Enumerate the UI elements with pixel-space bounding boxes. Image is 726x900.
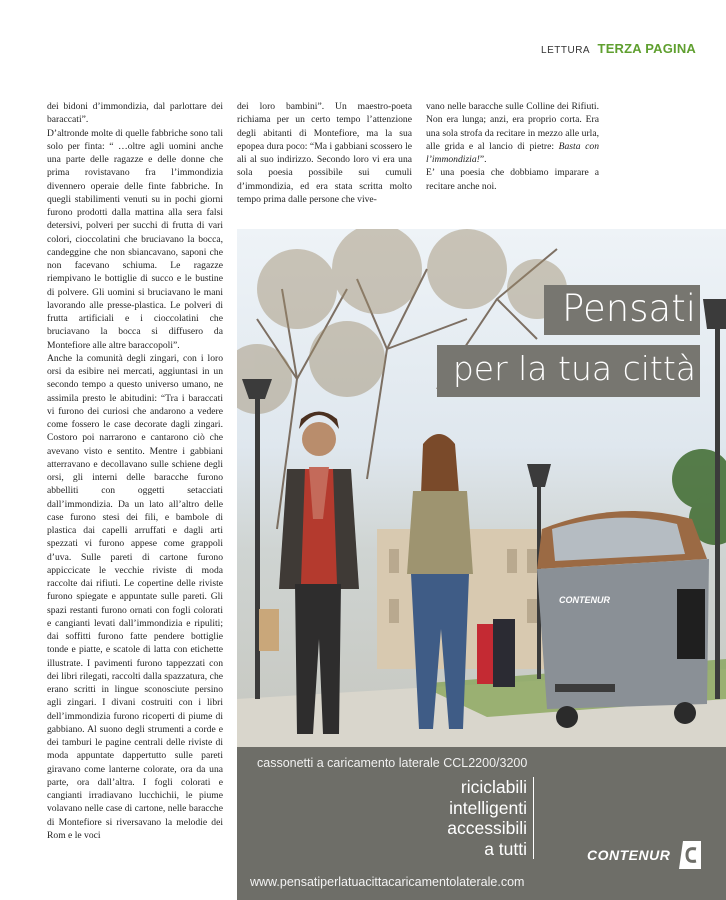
brand-logo-icon — [679, 841, 701, 869]
paragraph: E’ una poesia che dobbiamo imparare a recitare anche noi. — [426, 167, 599, 192]
bin-label: CONTENUR — [559, 595, 610, 605]
ad-product-line: cassonetti a caricamento laterale CCL2200/3200 — [257, 756, 528, 770]
article-column-1 — [47, 100, 223, 842]
paragraph: D’altronde molte di quelle fabbriche sono tali solo per finta: “ …oltre agli uomini anche una parte delle ragazze e delle donne che prima rovistavano fra l’immondizia divennero operaie delle finte fabbriche. In quegli stabilimenti venuti su in pochi giorni furono prodotti dalla mattina alla sera falsi detersivi, polveri per succhi di frutta di vari colori, cioccolatini che bruciavano la bocca, candeggine che non sbiancavano, saponi che non facevano schiuma. Le ragazze riempivano le bottiglie di succo e le bustine di polvere. Gli uomini si bruciavano le mani lavorando alle presse-plastica. Le polveri di frutta artificiali e i cioccolatini che bruciavano la bocca si diffusero da Montefiore alle altre baraccopoli”. — [47, 127, 223, 351]
paragraph: dei loro bambini”. Un maestro-poeta richiama per un certo tempo l’attenzione degli abitanti di Montefiore, ma la sua epopea dura poco: “Ma i gabbiani scossero le ali al suo indirizzo. Secondo loro vi era una sola poesia possibile sui cumuli d’immondizia, ed era stata scritta molto tempo prima dalle persone che vive- — [237, 101, 412, 205]
article-column-3 — [426, 100, 599, 193]
poem-quote: Basta con l’immondizia! — [426, 140, 599, 165]
benefit-item: riciclabili — [460, 777, 527, 797]
article-column-2 — [237, 100, 412, 206]
page-header — [541, 40, 696, 58]
ad-brand-name: CONTENUR — [587, 847, 671, 863]
section-label: LETTURA — [541, 45, 591, 56]
benefit-item: accessibili — [447, 818, 527, 838]
ad-benefits-list — [447, 777, 534, 859]
paragraph-text: vano nelle baracche sulle Colline dei Rifiuti. Non era lunga; anzi, era proprio corta. Era una sola strofa da recitare in mezzo alle urla, alle grida e al lancio di pietre: — [426, 101, 599, 152]
paragraph: dei bidoni d’immondizia, dal parlottare dei baraccati”. — [47, 101, 223, 126]
paragraph — [426, 100, 599, 166]
page-name: TERZA PAGINA — [597, 41, 696, 56]
ad-headline-2: per la tua città — [437, 345, 700, 397]
benefit-item: intelligenti — [449, 797, 527, 818]
benefit-item: a tutti — [484, 838, 527, 859]
ad-headline-1: Pensati — [544, 285, 700, 335]
ad-website-link[interactable]: www.pensatiperlatuacittacaricamentolaterale.com — [250, 875, 525, 889]
advertisement — [237, 229, 726, 900]
quote-end: ”. — [479, 154, 487, 165]
paragraph: Anche la comunità degli zingari, con i loro orsi da esibire nei mercati, aggiuntasi in un secondo tempo a questo universo umano, ne assimila presto le abitudini: “Tra i baraccati vi furono dei curiosi che andarono a vedere come fossero le case decorate dagli zingari. Costoro poi narrarono e cantarono ciò che avevano visto e sentito. Mentre i gabbiani atterravano e decollavano sulle schiene degli orsi, gli interni delle baracche furono abbelliti con oggetti setacciati dall’immondizia. Da un lato all’altro delle case furono stesi dei fili, e bambole di plastica dai capelli arruffati e dagli arti spezzati vi furono appese come grappoli d’uva. Sulle pareti di cartone furono appiccicate le vecchie riviste di moda raccolte dai rifiuti. Le copertine delle riviste furono spiegate e appuntate sulle pareti. Gli spazi restanti furono ornati con fogli colorati e cangianti levati dall’immondizia e ripuliti; dai soffitti furono fatte pendere bottiglie tonde e piatte, e scatole di latta con etichette illustrate. I pavimenti furono tappezzati con dei libri rilegati, raccolti dalla spazzatura, che erano scritti in lingue sconosciute persino agli zingari. I divani costruiti con i libri dell’immondizia furono ricoperti di piume di gabbiano. Al suono degli strumenti a corde e dei tamburi le pagine centrali delle riviste di moda appuntate dappertutto sulle pareti giravano come lanterne colorate, ora da una parte, ora dall’altra. I fogli colorati e cangianti irradiavano lucchichii, le piume volavano nelle case di cartone, nelle baracche di Montefiore si riversavano la melodie dei Rom e le voci — [47, 352, 223, 841]
